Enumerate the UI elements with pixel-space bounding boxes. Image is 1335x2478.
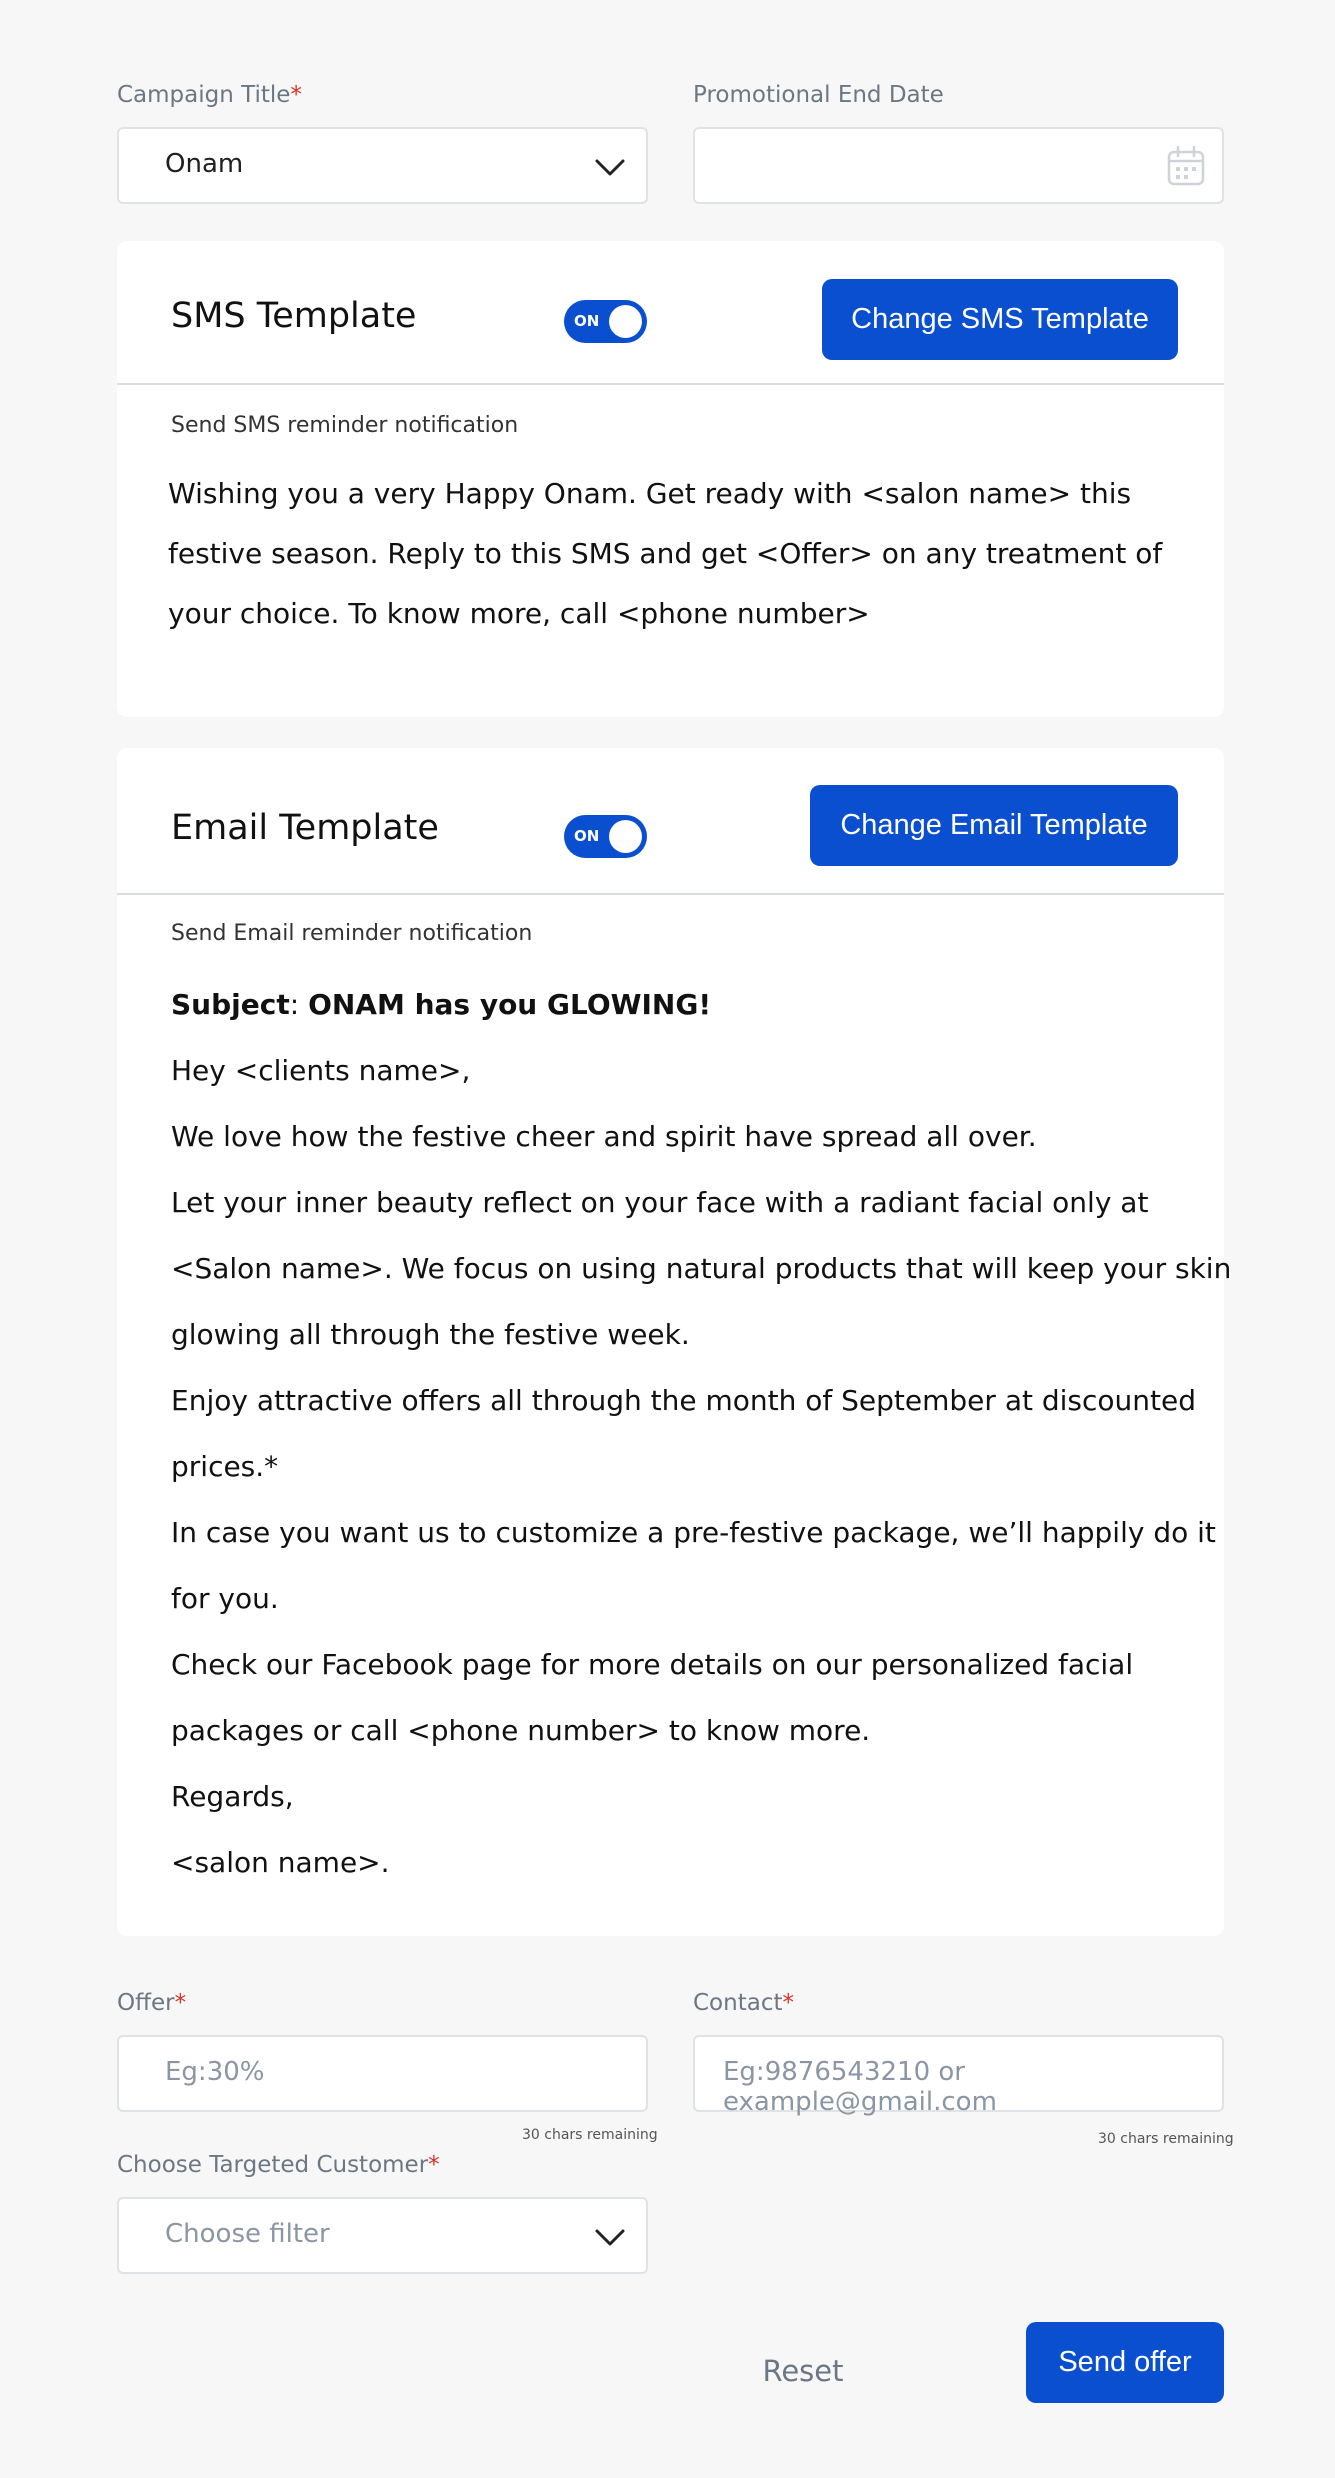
targeted-customer-placeholder: Choose filter [165,2219,330,2249]
email-body-line: for you. [171,1582,279,1615]
campaign-title-label-text: Campaign Title [117,82,291,108]
email-body-line: Hey <clients name>, [171,1054,471,1087]
campaign-title-select[interactable] [117,127,648,204]
email-subject-value: ONAM has you GLOWING! [308,988,712,1021]
required-mark: * [174,1990,187,2016]
sms-template-card [117,241,1224,717]
email-template-card [117,748,1232,1936]
change-sms-template-button[interactable]: Change SMS Template [822,279,1178,360]
chevron-down-icon [594,153,626,181]
sms-toggle-label: ON [574,312,600,330]
sms-reminder-subtitle: Send SMS reminder notification [171,413,519,438]
offer-chars-remaining: 30 chars remaining [522,2127,658,2143]
email-body-line: Let your inner beauty reflect on your face with a radiant facial only at [171,1186,1149,1219]
email-body-line: packages or call <phone number> to know more. [171,1714,871,1747]
offer-placeholder: Eg:30% [165,2057,265,2087]
required-mark: * [782,1990,794,2016]
email-body-line: <salon name>. [171,1846,390,1879]
sms-template-title: SMS Template [171,296,417,336]
email-reminder-subtitle: Send Email reminder notification [171,921,533,946]
email-body-line: We love how the festive cheer and spirit have spread all over. [171,1120,1037,1153]
change-email-template-button[interactable]: Change Email Template [810,785,1178,866]
required-mark: * [428,2152,440,2178]
email-subject-separator: : [289,988,309,1021]
required-mark: * [290,82,302,108]
email-body-line: In case you want us to customize a pre-festive package, we’ll happily do it [171,1516,1216,1549]
reset-button[interactable]: Reset [762,2354,844,2388]
offer-input[interactable] [117,2035,648,2112]
targeted-customer-label [117,2152,440,2178]
email-body-line: Regards, [171,1780,294,1813]
email-template-title: Email Template [171,808,439,848]
contact-label [693,1990,794,2016]
campaign-title-value: Onam [165,149,244,179]
promotional-end-date-input[interactable] [693,127,1224,204]
contact-input[interactable] [693,2035,1224,2117]
offer-label-text: Offer [117,1990,175,2016]
email-body-line: Check our Facebook page for more details on our personalized facial [171,1648,1134,1681]
email-subject-line [171,988,711,1021]
targeted-customer-select[interactable] [117,2197,648,2274]
email-body-line: glowing all through the festive week. [171,1318,690,1351]
email-template-toggle[interactable] [564,815,647,858]
email-toggle-knob [609,820,642,853]
email-card-divider [117,893,1224,895]
email-body-line: <Salon name>. We focus on using natural products that will keep your skin [171,1252,1232,1285]
promotional-end-date-label: Promotional End Date [693,82,944,108]
email-body-line: prices.* [171,1450,279,1483]
calendar-icon[interactable] [1166,145,1206,187]
contact-placeholder: Eg:9876543210 or example@gmail.com [723,2057,997,2117]
send-offer-button[interactable]: Send offer [1026,2322,1224,2403]
email-toggle-label: ON [574,827,600,845]
sms-template-body: Wishing you a very Happy Onam. Get ready with <salon name> this festive season. Reply to this SMS and get <Offer> on any treatment of your choice. To know more, call <phone number> [168,477,1163,630]
sms-template-toggle[interactable] [564,300,647,343]
sms-card-divider [117,383,1224,385]
targeted-customer-label-text: Choose Targeted Customer [117,2152,429,2178]
campaign-title-label [117,82,302,108]
contact-label-text: Contact [693,1990,783,2016]
chevron-down-icon [594,2223,626,2251]
contact-chars-remaining: 30 chars remaining [1098,2131,1234,2147]
offer-label [117,1990,186,2016]
sms-toggle-knob [609,305,642,338]
email-subject-label: Subject [171,988,290,1021]
email-body-line: Enjoy attractive offers all through the month of September at discounted [171,1384,1196,1417]
